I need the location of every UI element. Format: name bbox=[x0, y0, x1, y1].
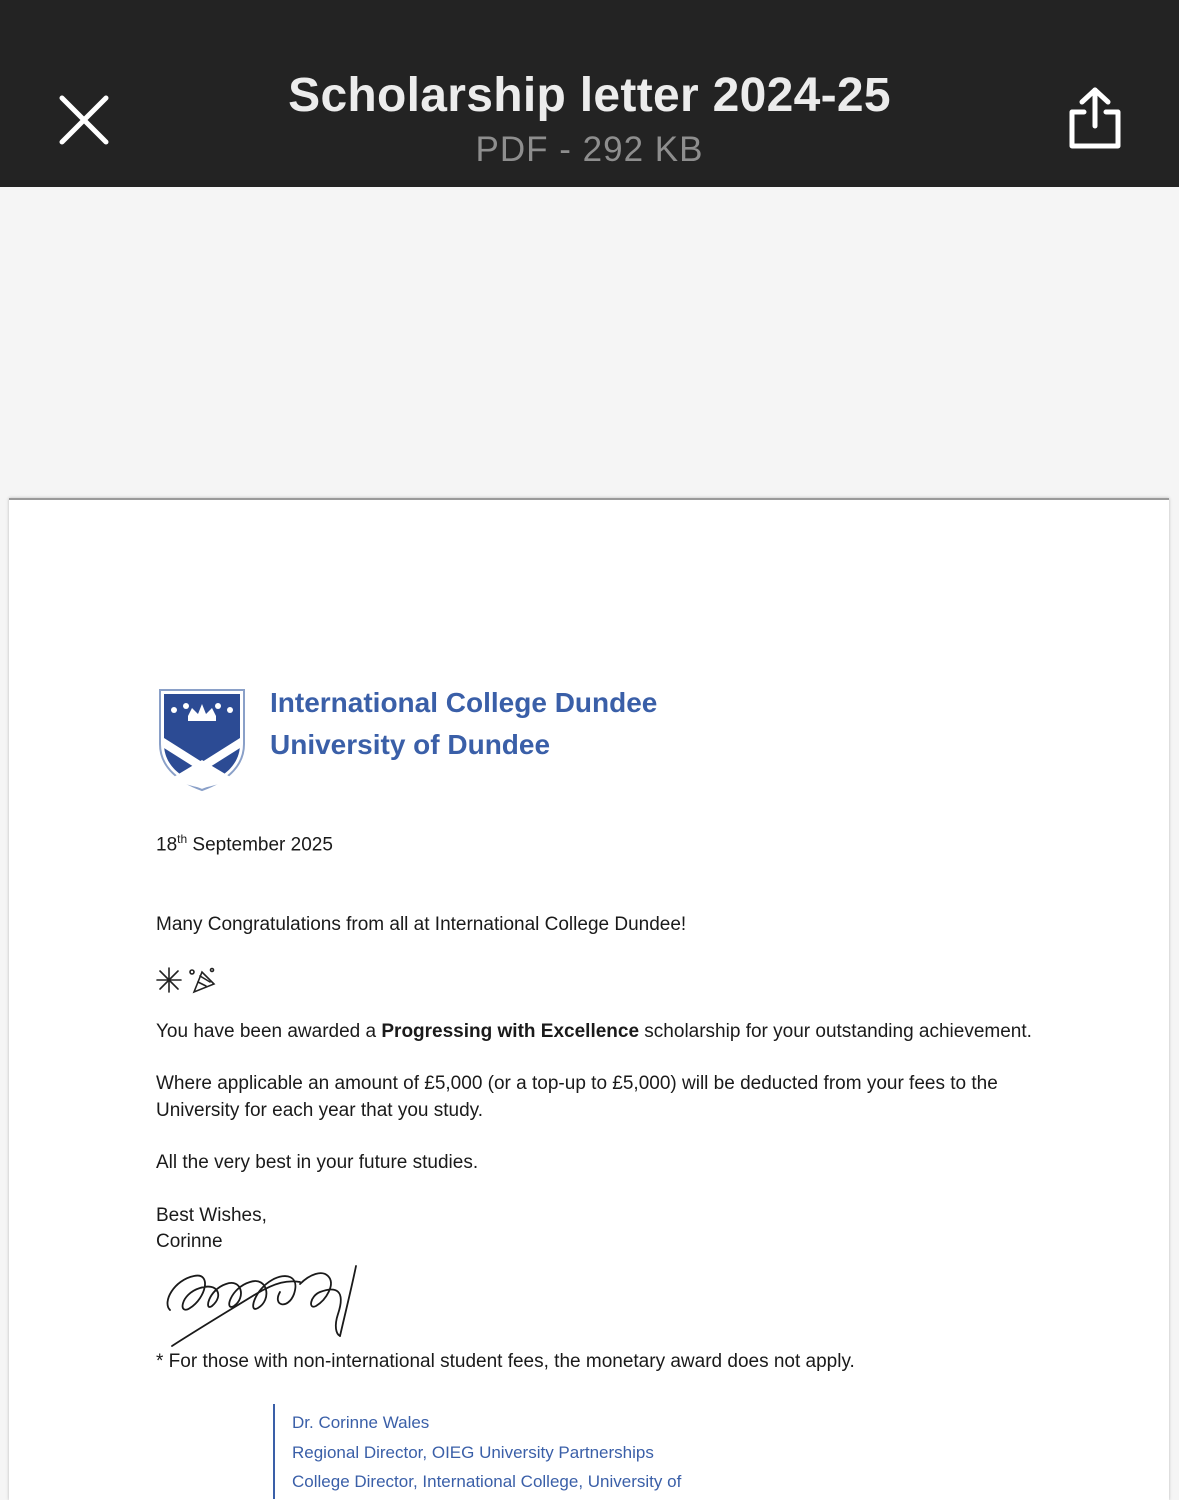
best-wishes-line: All the very best in your future studies. bbox=[156, 1152, 479, 1173]
scholarship-name: Progressing with Excellence bbox=[381, 1021, 640, 1042]
sparkle-party-icons bbox=[156, 966, 216, 994]
date-day: 18 bbox=[156, 834, 178, 856]
contact-role-2: College Director, International College, University of bbox=[292, 1472, 682, 1491]
amount-line-1: Where applicable an amount of £5,000 (or a top-up to £5,000) will be deducted from your fees to the bbox=[156, 1073, 998, 1094]
congratulations-line: Many Congratulations from all at International College Dundee! bbox=[156, 914, 687, 935]
top-bar bbox=[0, 0, 1179, 187]
share-icon bbox=[1064, 86, 1126, 150]
award-text-start: You have been awarded a bbox=[156, 1021, 382, 1042]
signatory-name: Corinne bbox=[156, 1231, 223, 1252]
university-name: University of Dundee bbox=[270, 729, 551, 760]
letter-date bbox=[156, 832, 333, 856]
contact-name: Dr. Corinne Wales bbox=[292, 1413, 430, 1432]
university-crest-icon bbox=[158, 688, 246, 792]
award-text-end: scholarship for your outstanding achievement. bbox=[639, 1021, 1032, 1042]
contact-role-1: Regional Director, OIEG University Partnerships bbox=[292, 1443, 654, 1462]
award-line bbox=[156, 1021, 1032, 1043]
college-name: International College Dundee bbox=[270, 687, 658, 718]
date-suffix: th bbox=[177, 832, 188, 846]
date-rest: September 2025 bbox=[187, 834, 333, 856]
fees-note: * For those with non-international student fees, the monetary award does not apply. bbox=[156, 1351, 855, 1372]
share-button[interactable] bbox=[1064, 86, 1126, 150]
contact-divider bbox=[273, 1404, 275, 1499]
amount-line-2: University for each year that you study. bbox=[156, 1100, 484, 1121]
document-meta: PDF - 292 KB bbox=[475, 130, 704, 169]
sign-off: Best Wishes, bbox=[156, 1205, 267, 1226]
document-title: Scholarship letter 2024-25 bbox=[288, 69, 891, 122]
signature-image bbox=[160, 1250, 365, 1350]
